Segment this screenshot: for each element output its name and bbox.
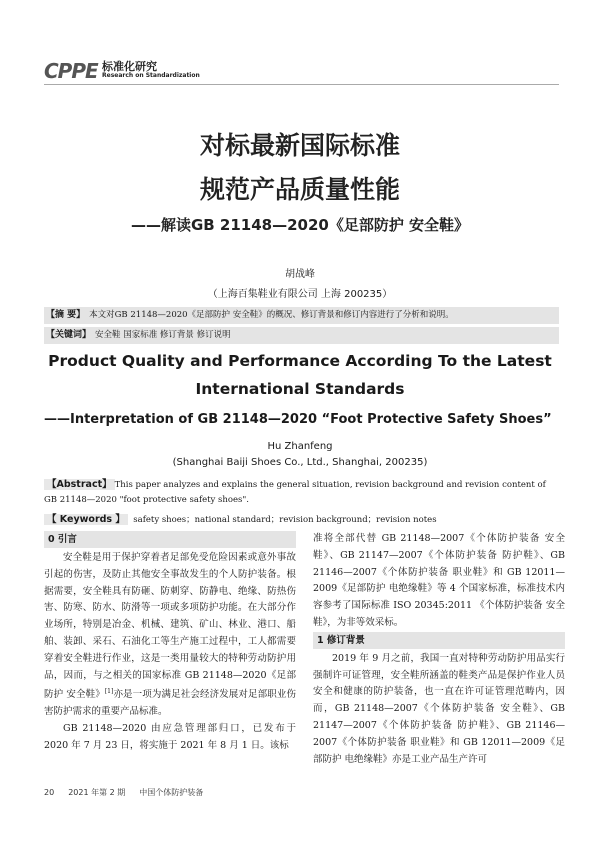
section-heading-background: 1 修订背景 <box>313 632 565 649</box>
title-cn-subtitle: ——解读GB 21148—2020《足部防护 安全鞋》 <box>130 216 470 234</box>
keywords-en <box>44 512 559 528</box>
journal-logo: CPPE <box>44 59 98 83</box>
section-title-en: Research on Standardization <box>102 72 200 79</box>
author-cn: 胡战峰 <box>285 269 315 280</box>
citation-ref: [1] <box>104 688 114 696</box>
header-divider <box>44 84 559 85</box>
keywords-en-text: safety shoes；national standard；revision background；revision notes <box>133 515 437 525</box>
intro-paragraph-2: GB 21148—2020 由应急管理部归口，已发布于 2020 年 7 月 23 日，将实施于 2021 年 8 月 1 日。该标 <box>44 723 296 751</box>
author-en: Hu Zhanfeng <box>267 441 333 452</box>
issue-info: 2021 年第 2 期 <box>68 788 126 797</box>
section-title-cn: 标准化研究 <box>102 60 157 73</box>
keywords-en-label: 【 Keywords 】 <box>44 514 128 525</box>
keywords-cn <box>44 327 559 344</box>
right-paragraph-0: 准将全部代替 GB 21148—2007《个体防护装备 安全鞋》、GB 21147—2007《个体防护装备 防护鞋》、GB 21146—2007《个体防护装备 职业鞋》和 GB 12011—2009《足部防护 电绝缘鞋》等 4 个国家标准，标准技术内容参考了国际标准 ISO 20345:2011 《个体防护装备 安全鞋》，为非等效采标。 <box>313 533 565 628</box>
journal-name: 中国个体防护装备 <box>139 788 204 797</box>
title-en-subtitle: ——Interpretation of GB 21148—2020 “Foot Protective Safety Shoes” <box>44 412 552 427</box>
intro-paragraph-1-tail: 亦是一项为满足社会经济发展对足部职业伤害防护需求的重要产品标准。 <box>44 689 296 718</box>
page-footer <box>44 787 217 798</box>
intro-paragraph-1-text: 安全鞋是用于保护穿着者足部免受危险因素或意外事故引起的伤害，及防止其他安全事故发生的个人防护装备。根据需要，安全鞋具有防砸、防刺穿、防静电、绝缘、防热伤害、防寒、防水、防滑等一项或多项防护功能。在大部分作业场所，特别是冶金、机械、建筑、矿山、林业、港口、船舶、装卸、采石、石油化工等生产施工过程中，工人都需要穿着安全鞋进行作业，这是一类用量较大的特种劳动防护用品，因而，与之相关的国家标准 GB 21148—2020《足部防护 安全鞋》 <box>44 552 296 701</box>
title-cn-line1: 对标最新国际标准 <box>199 131 400 160</box>
title-cn-line2: 规范产品质量性能 <box>199 175 400 204</box>
page-header <box>44 58 564 84</box>
affiliation-cn: （上海百集鞋业有限公司 上海 200235） <box>207 289 393 300</box>
abstract-en-label: 【Abstract】 <box>44 479 115 490</box>
keywords-cn-label: 【关键词】 <box>46 330 92 340</box>
page-number: 20 <box>44 788 55 797</box>
abstract-cn-label: 【摘 要】 <box>46 310 86 320</box>
right-column <box>313 531 565 768</box>
affiliation-en: (Shanghai Baiji Shoes Co., Ltd., Shanghai, 200235) <box>172 457 428 468</box>
abstract-en-text: This paper analyzes and explains the general situation, revision background and revision content of GB 21148—2020 "foot protective safety shoes". <box>44 480 546 505</box>
section-heading-intro: 0 引言 <box>44 531 296 548</box>
keywords-cn-text: 安全鞋 国家标准 修订背景 修订说明 <box>95 330 231 340</box>
background-paragraph-1: 2019 年 9 月之前，我国一直对特种劳动防护用品实行强制许可证管理，安全鞋所涵盖的鞋类产品是保护作业人员安全和健康的防护装备，也一直在许可证管理范畴内，因而，GB 21148—2007《个体防护装备 安全鞋》、GB 21147—2007《个体防护装备 防护鞋》、GB 21146—2007《个体防护装备 职业鞋》和 GB 12011—2009《足部防护 电绝缘鞋》亦是工业产品生产许可 <box>313 652 565 765</box>
left-column <box>44 531 296 755</box>
title-en-line2: International Standards <box>195 380 405 398</box>
intro-paragraph-1 <box>44 550 296 721</box>
abstract-cn-text: 本文对GB 21148—2020《足部防护 安全鞋》的概况、修订背景和修订内容进行了分析和说明。 <box>89 310 454 320</box>
abstract-en <box>44 477 559 508</box>
title-en-line1: Product Quality and Performance According To the Latest <box>48 352 552 370</box>
abstract-cn <box>44 307 559 324</box>
